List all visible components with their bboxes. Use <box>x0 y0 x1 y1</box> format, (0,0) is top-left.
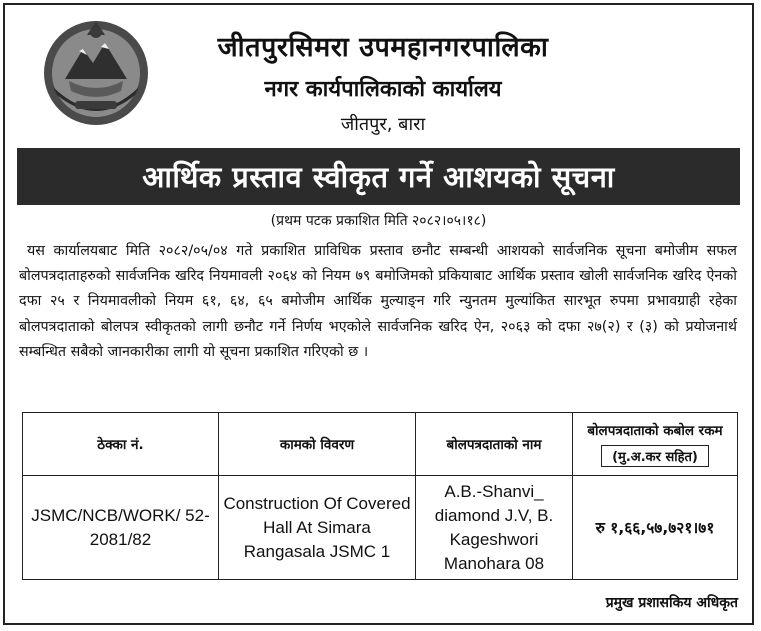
header-contract-no: ठेक्का नं. <box>23 413 219 476</box>
cell-bidder-name: A.B.-Shanvi_ diamond J.V, B. Kageshwori Manohara 08 <box>416 476 573 580</box>
signatory-title: प्रमुख प्रशासकिय अधिकृत <box>605 595 738 611</box>
header-bid-amount <box>573 413 738 476</box>
cell-contract-no: JSMC/NCB/WORK/ 52-2081/82 <box>23 476 219 580</box>
notice-body <box>19 239 737 365</box>
cell-bid-amount: रु १,६६,५७,७२१।७१ <box>573 476 738 580</box>
public-notice <box>3 3 754 625</box>
table-header-row <box>23 413 738 476</box>
notice-body-paragraph: यस कार्यालयबाट मिति २०८२/०५/०४ गते प्रकाशित प्राविधिक प्रस्ताव छनौट सम्बन्धी आशयको सार्वजनिक सूचना बमोजीम सफल बोलपत्रदाताहरुको सार्वजनिक खरिद नियमावली २०६४ को नियम ७९ बमोजिमको प्रकियाबाट आर्थिक प्रस्ताव खोली सार्वजनिक खरिद ऐनको दफा २५ र नियमावलीको नियम ६१, ६४, ६५ बमोजीम आर्थिक मुल्याङ्न गरि न्युनतम मुल्यांकित सारभूत रुपमा प्रभावग्राही रहेका बोलपत्रदाताको बोलपत्र स्वीकृतको लागी छनौट गर्ने निर्णय भएकोले सार्वजनिक खरिद ऐन, २०६३ को दफा २७(२) र (३) को प्रयोजनार्थ सम्बन्धित सबैको जानकारीका लागी यो सूचना प्रकाशित गरिएको छ । <box>19 243 737 360</box>
header-bidder-name: बोलपत्रदाताको नाम <box>416 413 573 476</box>
office-name: नगर कार्यपालिकाको कार्यालय <box>264 77 502 102</box>
first-published-date: (प्रथम पटक प्रकाशित मिति २०८२।०५।१८) <box>270 213 487 229</box>
header-work-description: कामको विवरण <box>219 413 416 476</box>
table-row <box>23 476 738 580</box>
notice-title: आर्थिक प्रस्ताव स्वीकृत गर्ने आशयको सूचना <box>142 160 615 194</box>
cell-work-description: Construction Of Covered Hall At Simara Rangasala JSMC 1 <box>219 476 416 580</box>
notice-title-banner <box>17 148 740 205</box>
nepal-government-emblem-icon <box>35 17 157 129</box>
header-bid-amount-label: बोलपत्रदाताको कबोल रकम <box>587 423 723 439</box>
header-bid-amount-note: (मु.अ.कर सहित) <box>601 445 709 467</box>
office-location: जीतपुर, बारा <box>340 114 426 135</box>
award-table <box>22 412 738 580</box>
organization-name: जीतपुरसिमरा उपमहानगरपालिका <box>217 32 549 63</box>
